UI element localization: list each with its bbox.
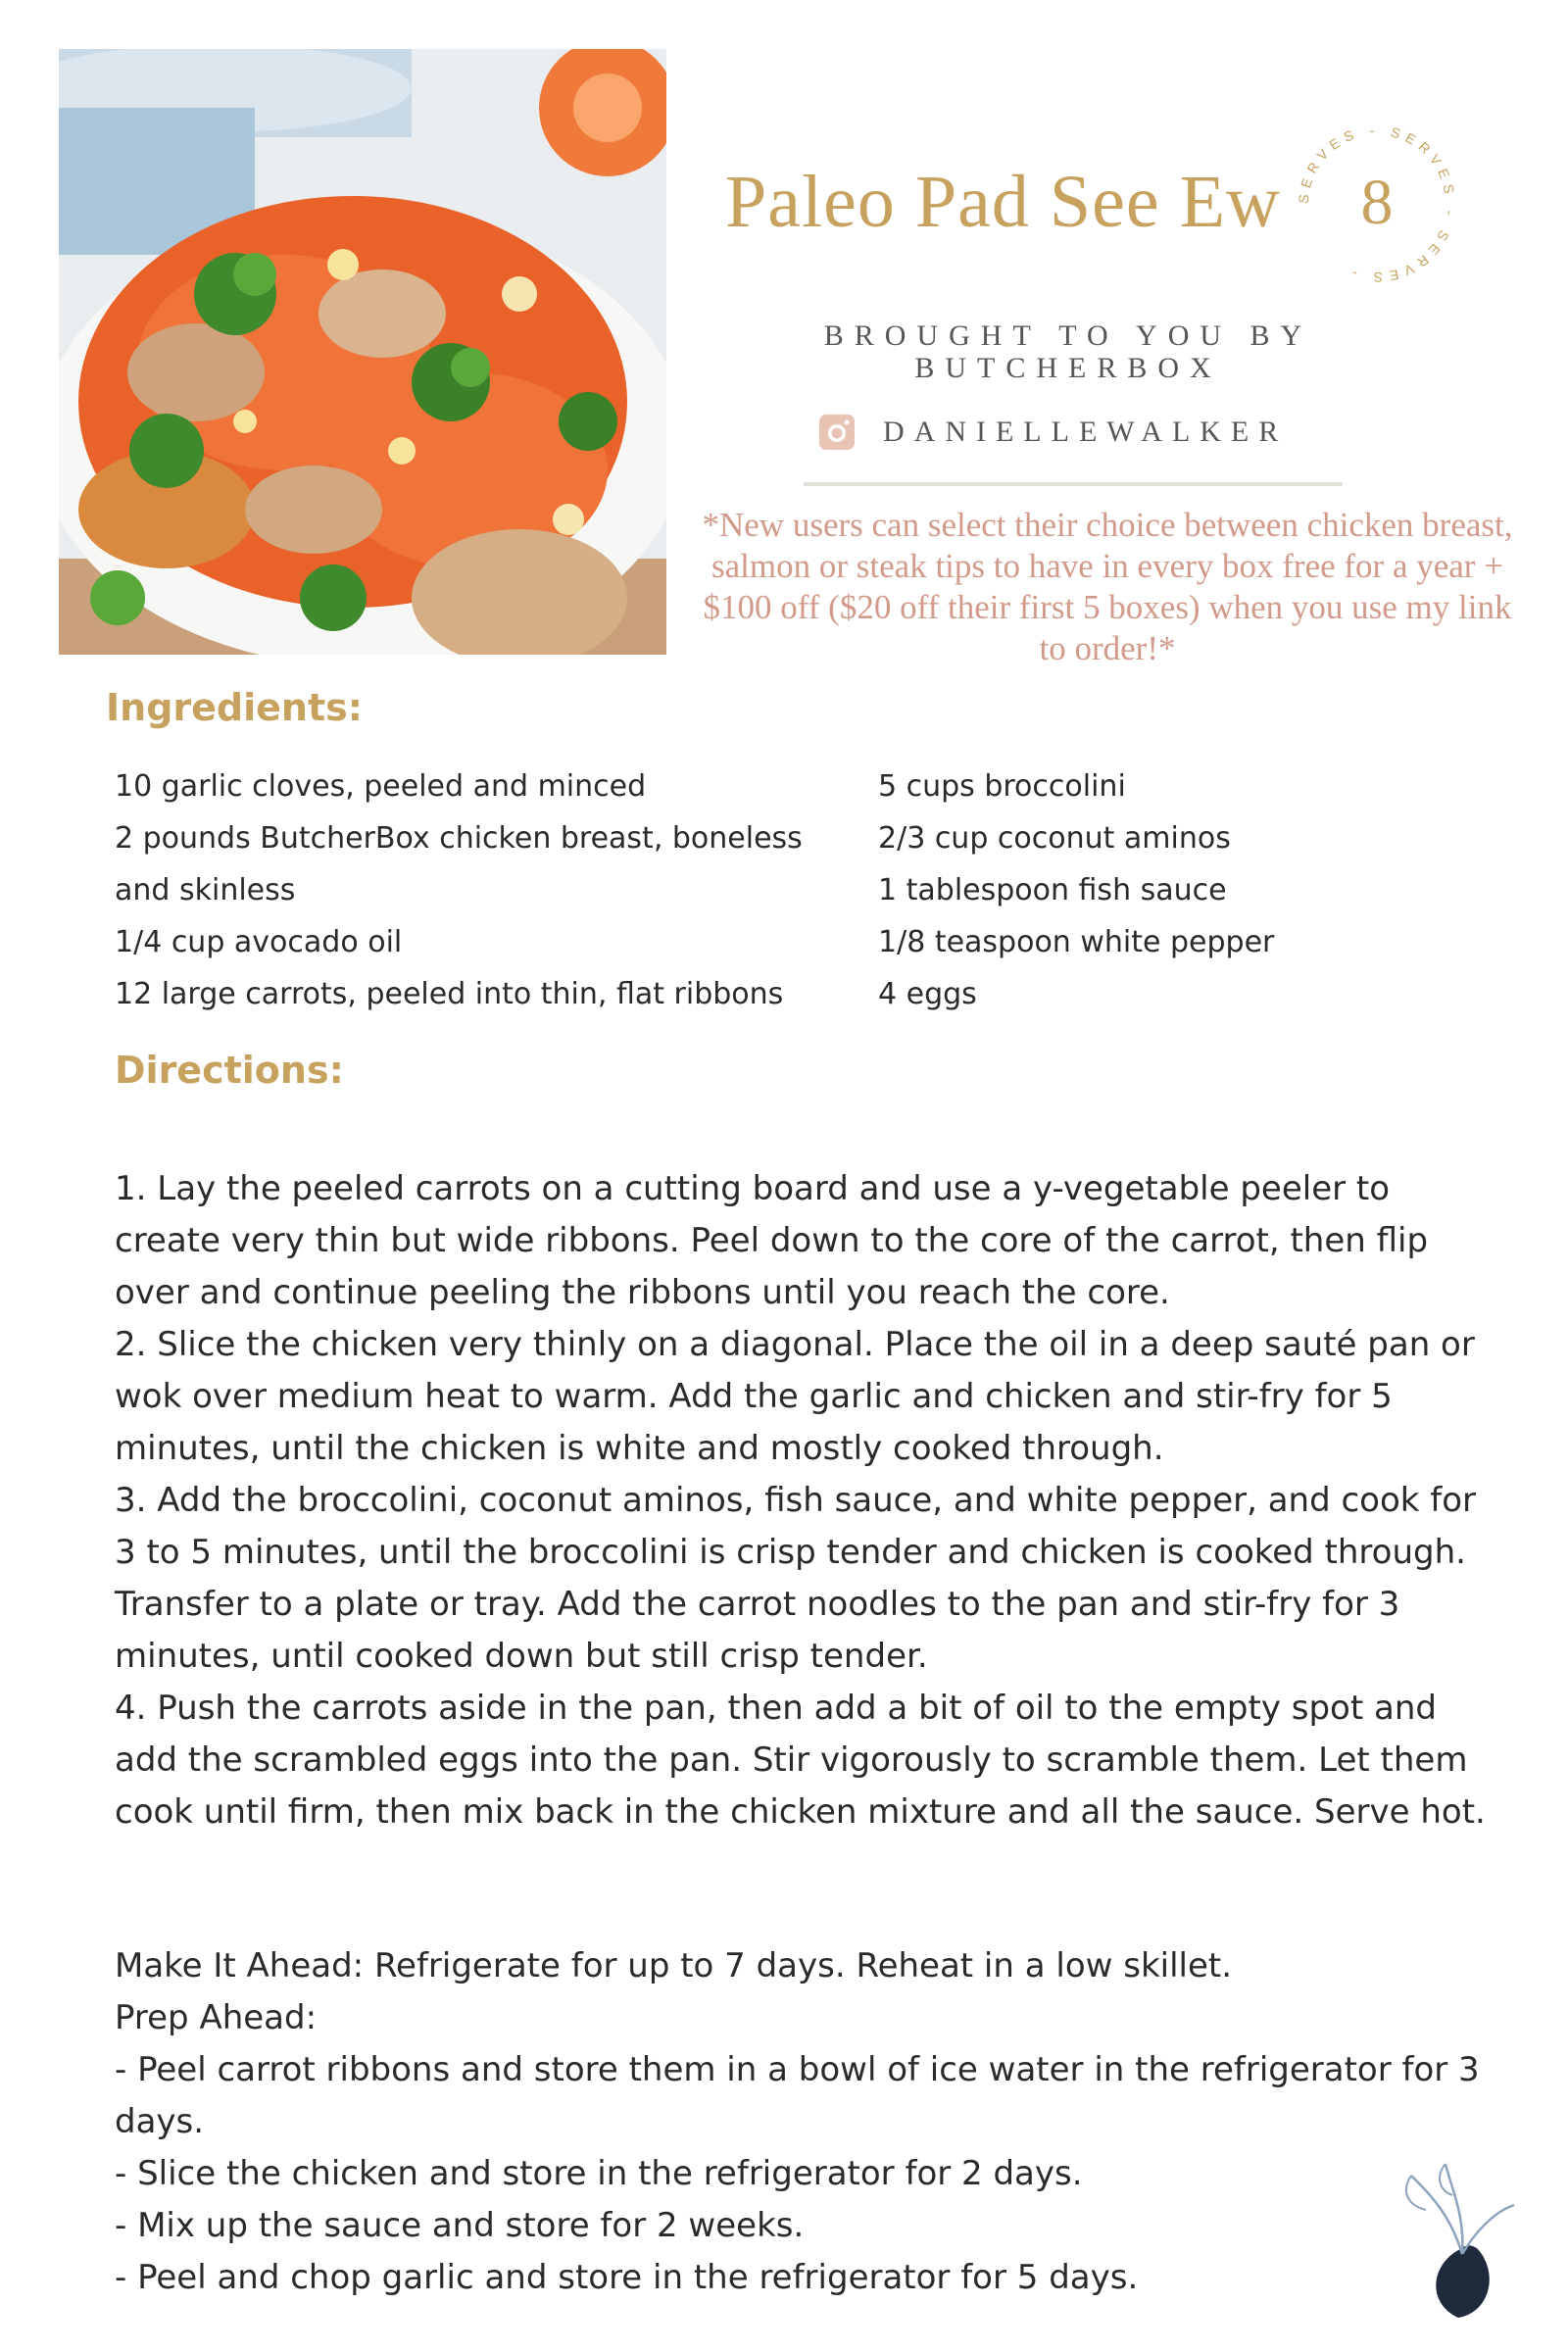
ingredient-item: 1/4 cup avocado oil bbox=[115, 925, 403, 959]
note-line: Make It Ahead: Refrigerate for up to 7 days. Reheat in a low skillet. bbox=[115, 1946, 1233, 1985]
sponsor-credit bbox=[745, 319, 1392, 384]
note-line: - Mix up the sauce and store for 2 weeks. bbox=[115, 2206, 805, 2245]
social-handle-row bbox=[818, 414, 1288, 451]
ingredients-heading: Ingredients: bbox=[106, 686, 363, 729]
instagram-icon bbox=[818, 414, 856, 451]
ingredient-item: 2/3 cup coconut aminos bbox=[878, 821, 1231, 856]
ingredient-item: 5 cups broccolini bbox=[878, 769, 1126, 804]
ingredient-item: and skinless bbox=[115, 873, 296, 907]
leaf-logo-icon bbox=[1392, 2156, 1529, 2323]
directions-heading: Directions: bbox=[115, 1049, 344, 1092]
recipe-title: Paleo Pad See Ew bbox=[725, 161, 1281, 243]
dish-photo bbox=[59, 49, 666, 655]
serves-number: 8 bbox=[1360, 167, 1394, 238]
sponsor-line-1: BROUGHT TO YOU BY bbox=[823, 319, 1313, 352]
note-line: - Peel and chop garlic and store in the refrigerator for 5 days. bbox=[115, 2258, 1139, 2297]
social-handle: DANIELLEWALKER bbox=[883, 416, 1289, 448]
ingredient-item: 4 eggs bbox=[878, 977, 977, 1011]
serves-ring-text: SERVES - SERVES - SERVES - bbox=[1295, 122, 1459, 286]
sponsor-line-2: BUTCHERBOX bbox=[914, 352, 1222, 384]
ingredient-item: 1/8 teaspoon white pepper bbox=[878, 925, 1275, 959]
ingredients-left-list bbox=[115, 760, 859, 1020]
ingredient-item: 2 pounds ButcherBox chicken breast, boneless bbox=[115, 821, 803, 856]
directions-steps bbox=[115, 1163, 1487, 1838]
direction-step: 1. Lay the peeled carrots on a cutting board and use a y-vegetable peeler to create very thin but wide ribbons. Peel down to the core of the carrot, then flip over and continue peeling the ribbons until you reach the core. bbox=[115, 1169, 1429, 1312]
direction-step: 4. Push the carrots aside in the pan, then add a bit of oil to the empty spot and add the scrambled eggs into the pan. Stir vigorously to scramble them. Let them cook until firm, then mix back in the chicken mixture and all the sauce. Serve hot. bbox=[115, 1689, 1486, 1832]
serves-badge bbox=[1289, 116, 1465, 292]
ingredient-item: 12 large carrots, peeled into thin, flat ribbons bbox=[115, 977, 784, 1011]
ingredients-right-list bbox=[878, 760, 1466, 1020]
divider bbox=[804, 482, 1343, 486]
serves-badge-graphic bbox=[1289, 116, 1465, 292]
direction-step: 2. Slice the chicken very thinly on a diagonal. Place the oil in a deep sauté pan or wok over medium heat to warm. Add the garlic and chicken and stir-fry for 5 minutes, until the chicken is white and mostly cooked through. bbox=[115, 1325, 1475, 1468]
note-line: Prep Ahead: bbox=[115, 1998, 318, 2037]
make-ahead-notes bbox=[115, 1940, 1526, 2304]
note-line: - Peel carrot ribbons and store them in a bowl of ice water in the refrigerator for 3 days. bbox=[115, 2050, 1480, 2141]
dish-photo-illustration bbox=[59, 49, 666, 655]
ingredient-item: 10 garlic cloves, peeled and minced bbox=[115, 769, 647, 804]
direction-step: 3. Add the broccolini, coconut aminos, fish sauce, and white pepper, and cook for 3 to 5 minutes, until the broccolini is crisp tender and chicken is cooked through. Transfer to a plate or tray. Add the carrot noodles to the pan and stir-fry for 3 minutes, until cooked down but still crisp tender. bbox=[115, 1481, 1477, 1676]
promo-text: *New users can select their choice between chicken breast, salmon or steak tips to have in every box free for a year + $100 off ($20 off their first 5 boxes) when you use my link to order!* bbox=[702, 506, 1513, 667]
note-line: - Slice the chicken and store in the refrigerator for 2 days. bbox=[115, 2154, 1083, 2193]
ingredient-item: 1 tablespoon fish sauce bbox=[878, 873, 1227, 907]
